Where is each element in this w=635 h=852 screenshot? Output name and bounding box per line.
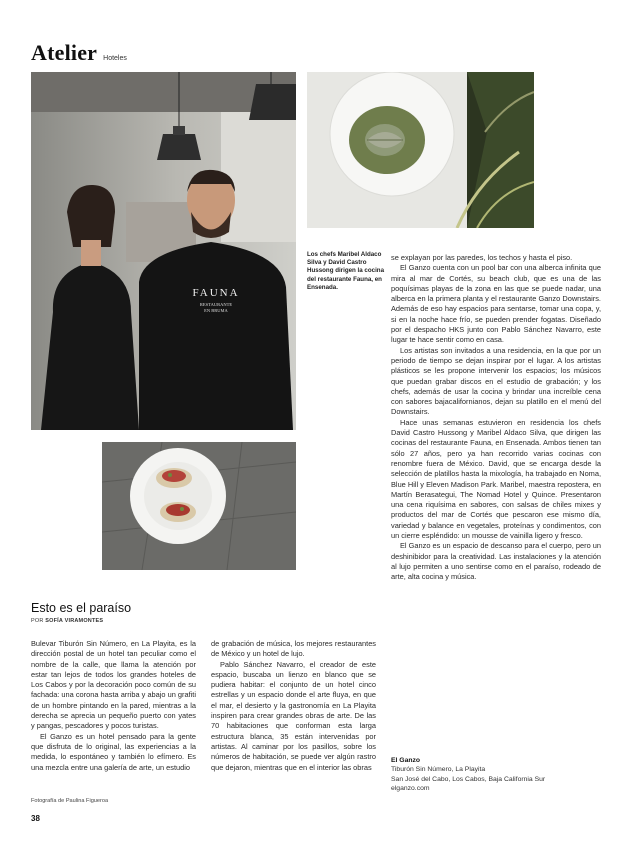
hotel-name: El Ganzo xyxy=(391,757,421,764)
paragraph: El Ganzo cuenta con un pool bar con una alberca infinita que mira al mar de Cortés, su beach club, que es una de las poquísimas playas de la zona en las que se puede nadar, una alberca en la primera planta y el restaurante Ganzo Downstairs. Además de eso hay espacios para sentarse, tomar una copa, y, si en la noche hace frío, se pueden prender fogatas. Diseñado por el despacho HKS junto con Pablo Sánchez Navarro, este lugar te hace sentir como en casa. xyxy=(391,263,601,345)
byline-author: SOFÍA VIRAMONTES xyxy=(45,618,104,624)
paragraph: Hace unas semanas estuvieron en residencia los chefs David Castro Hussong y Maribel Aldaco Silva, que dirigen las cocinas del restaurante Fauna, en Ensenada. Ambos tienen tan sólo 27 años, pero ya han recorrido varias cocinas con renombre fuera de México. David, que se encarga desde la selección de platillos hasta la mixología, ha trabajado en Noma, Blue Hill y Eleven Madison Park. Maribel, maestra repostera, en Martín Berasategui, The Nomad Hotel y Quince. Presentaron una cena riquísima en sabores, con salsas de chiles mixes y productos del mar de Cortés que pescaron ese mismo día, variedad y balance en vegetales, proteínas y condimentos, con un cierre espléndido: un mousse de vainilla ligero y fresco. xyxy=(391,417,601,541)
paragraph: El Ganzo es un hotel pensado para la gente que disfruta de lo original, las experiencias a la medida, lo espontáneo y también lo efímero. Es una mezcla entre una galería de arte, un estudio xyxy=(31,731,196,772)
paragraph: Pablo Sánchez Navarro, el creador de este espacio, buscaba un lienzo en blanco que se pudiera habitar: el conjunto de un hotel cinco estrellas y un espacio donde el arte fluya, en que el mar, el desierto y la gastronomía en La Playita inspiren para crear grandes obras de arte. De las 70 habitaciones que conforman esta larga estructura blanca, 35 están intervenidas por artistas. Al caminar por los pasillos, sobre los números de habitación, se puede ver algún rastro que dejaron, mientras que en el interior las obras xyxy=(211,659,376,772)
byline-prefix: POR xyxy=(31,618,44,624)
magazine-section-title: Atelier xyxy=(31,40,98,65)
section-label: Hoteles xyxy=(103,55,127,62)
paragraph: El Ganzo es un espacio de descanso para el cuerpo, pero un deshinibidor para la creatividad. Las instalaciones y la atención al lujo permiten a uno sentirse como en el paraíso, rodeado de arte, alta cocina y música. xyxy=(391,541,601,582)
paragraph: de grabación de música, los mejores restaurantes de México y un hotel de lujo. xyxy=(211,639,376,659)
page-number: 38 xyxy=(31,814,40,823)
hotel-info xyxy=(391,756,601,794)
hotel-address-line-1: Tiburón Sin Número, La Playita xyxy=(391,766,486,774)
paragraph: se explayan por las paredes, los techos y hasta el piso. xyxy=(391,253,573,262)
green-dish-photo xyxy=(307,72,534,228)
photo-credit: Fotografía de Paulina Figueroa xyxy=(31,798,109,804)
article-title: Esto es el paraíso xyxy=(31,601,132,615)
photo-caption: Los chefs Maribel Aldaco Silva y David Castro Hussong dirigen la cocina del restaurante Fauna, en Ensenada. xyxy=(307,251,385,291)
paragraph: Los artistas son invitados a una residencia, en la que por un periodo de tiempo se dejan inspirar por el lugar. A los artistas plásticos se les propone intervenir los espacios; los músicos que puedan grabar discos en el estudio de grabación; y los chefs, además de usar la cocina y brindar una increíble cena con sabores bajacalifornianos, dejan su platillo en el menú del Downstairs. xyxy=(391,345,601,417)
article-column-2 xyxy=(211,639,376,773)
chefs-portrait-photo xyxy=(31,72,296,430)
hotel-address-line-2: San José del Cabo, Los Cabos, Baja California Sur xyxy=(391,775,546,783)
hotel-website: elganzo.com xyxy=(391,785,430,793)
article-column-3 xyxy=(391,253,601,583)
tacos-dish-photo xyxy=(102,442,296,570)
shirt-brand-text: FAUNA xyxy=(192,287,240,299)
shirt-line-1: RESTAURANTE xyxy=(199,302,233,307)
paragraph: Bulevar Tiburón Sin Número, en La Playita, es la dirección postal de un hotel tan peculiar como el nombre de la calle, que llama la atención por estar tan lejos de todos los grandes hoteles de Los Cabos y por la decoración poco común de su fachada: una corona hasta arriba y abajo un grafiti de un hombre pintando en la pared, mientras a la derecha se aprecia un pequeño puerto con yates y pangas, pescadores y pocos turistas. xyxy=(31,639,196,731)
byline xyxy=(31,618,103,624)
article-column-1 xyxy=(31,639,196,773)
shirt-line-2: EN BRUMA xyxy=(204,308,228,313)
masthead xyxy=(31,40,127,66)
